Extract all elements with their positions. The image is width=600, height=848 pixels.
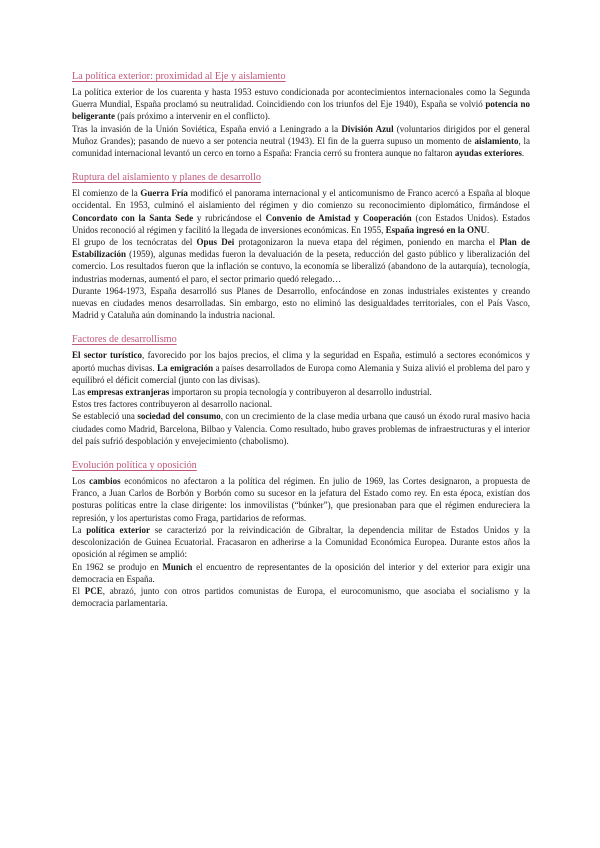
text-run: .	[487, 224, 490, 235]
bold-term: Convenio de Amistad y Cooperación	[265, 212, 412, 223]
text-run: Estos tres factores contribuyeron al desarrollo nacional.	[72, 399, 273, 410]
text-run: Tras la invasión de la Unión Soviética, España envió a Leningrado a la	[72, 123, 342, 134]
bold-term: cambios	[89, 476, 121, 487]
document-page	[72, 70, 530, 621]
text-run: , abrazó, junto con otros partidos comunistas de Europa, el eurocomunismo, que asociaba el socialismo y la democracia parlamentaria.	[72, 585, 531, 609]
text-run: El	[72, 585, 85, 596]
bold-term: PCE	[84, 585, 103, 596]
paragraph	[72, 561, 530, 585]
text-run: La	[72, 524, 87, 535]
section-heading: La política exterior: proximidad al Eje y aislamiento	[72, 71, 286, 82]
section-heading: Ruptura del aislamiento y planes de desarrollo	[72, 172, 261, 184]
bold-term: Opus Dei	[196, 237, 235, 248]
text-run: El comienzo de la	[72, 188, 141, 199]
paragraph	[72, 524, 530, 561]
paragraph	[72, 187, 530, 236]
bold-term: España ingresó en la ONU	[385, 224, 488, 235]
text-run: .	[521, 148, 525, 159]
bold-term: Plan de Estabilización	[72, 237, 530, 260]
text-run: , con un crecimiento de la clase media urbana que causó un éxodo rural masivo hacia ciudades como Madrid, Barcelona, Bilbao y Valencia. Como resultado, hubo graves problemas de infraestructuras y el interior del país sufrió despoblación y envejecimiento (chabolismo).	[72, 411, 530, 446]
bold-term: política exterior	[86, 524, 150, 535]
bold-term: ayudas exteriores	[454, 148, 522, 159]
text-run: a países desarrollados de Europa como Alemania y Suiza alivió el problema del paro y equilibró el déficit comercial (junto con las divisas).	[72, 362, 530, 385]
paragraph	[72, 285, 530, 322]
bold-term: potencia no beligerante	[72, 99, 530, 122]
text-run: La política exterior de los cuarenta y hasta 1953 estuvo condicionada por acontecimientos internacionales como la Segunda Guerra Mundial, España proclamó su neutralidad. Coincidiendo con los triunfos del Eje 1940), España se volvió	[72, 87, 530, 110]
paragraph	[72, 386, 530, 398]
paragraph	[72, 410, 530, 447]
bold-term: La emigración	[157, 362, 214, 373]
text-run: (con Estados Unidos). Estados Unidos reconoció al régimen y facilitó la llegada de inversiones económicas. En 1955,	[72, 212, 530, 235]
bold-term: Concordato con la Santa Sede	[72, 212, 194, 223]
bold-term: Guerra Fría	[140, 188, 188, 199]
text-run: modificó el panorama internacional y el anticomunismo de Franco acercó a España al bloque occidental. En 1953, culminó el aislamiento del régimen y dio comienzo su reconocimiento diplomático, firmándose el	[72, 188, 530, 211]
section-3	[72, 333, 530, 447]
text-run: En 1962 se produjo en	[72, 561, 163, 572]
text-run: , la comunidad internacional levantó un cerco en torno a España: Francia cerró su frontera aunque no faltaron	[72, 135, 530, 159]
text-run: Las	[72, 387, 88, 398]
paragraph	[72, 123, 530, 160]
paragraph	[72, 349, 530, 386]
bold-term: sociedad del consumo	[137, 411, 221, 422]
text-run: Los	[72, 476, 90, 487]
text-run: (voluntarios dirigidos por el general Muñoz Grandes); pasando de nuevo a ser potencia neutral (1943). El fin de la guerra supuso un momento de	[72, 123, 531, 146]
bold-term: empresas extranjeras	[87, 387, 170, 398]
text-run: (país próximo a intervenir en el conflicto).	[115, 111, 270, 122]
text-run: importaron su propia tecnología y contribuyeron al desarrollo industrial.	[169, 387, 432, 398]
paragraph	[72, 585, 530, 609]
bold-term: El sector turístico	[72, 350, 143, 361]
bold-term: Munich	[162, 561, 193, 572]
section-2	[72, 171, 530, 321]
section-heading: Evolución política y oposición	[72, 460, 197, 472]
bold-term: aislamiento	[474, 135, 519, 146]
section-1	[72, 70, 530, 159]
text-run: económicos no afectaron a la política del régimen. En julio de 1969, las Cortes designaron, a propuesta de Franco, a Juan Carlos de Borbón y Borbón como su sucesor en la jefatura del Estado como rey. En esta época, existían dos posturas políticas entre la clase dirigente: los inmovilistas (“búnker”), que presionaban para que el régimen endureciera la represión, y los aperturistas como Fraga, partidarios de reformas.	[72, 476, 530, 523]
text-run: protagonizaron la nueva etapa del régimen, poniendo en marcha el	[234, 237, 500, 248]
bold-term: División Azul	[341, 123, 394, 134]
text-run: y rubricándose el	[193, 212, 266, 223]
text-run: (1959), algunas medidas fueron la devaluación de la peseta, reducción del gasto público y liberalización del comercio. Los resultados fueron que la inflación se contuvo, la economía se liberalizó (abandono de la autarquía), tecnología, industrias modernas, aumentó el paro, el sector primario quedó relegado…	[72, 249, 530, 284]
paragraph	[72, 398, 530, 410]
text-run: Se estableció una	[72, 411, 138, 422]
paragraph	[72, 86, 530, 123]
text-run: , favorecido por los bajos precios, el clima y la seguridad en España, estimuló a sectores económicos y aportó muchas divisas.	[72, 350, 530, 373]
text-run: El grupo de los tecnócratas del	[72, 237, 197, 248]
section-heading: Factores de desarrollismo	[72, 334, 177, 346]
text-run: el encuentro de representantes de la oposición del interior y del exterior para exigir una democracia en España.	[72, 561, 530, 584]
paragraph	[72, 475, 530, 524]
text-run: Durante 1964-1973, España desarrolló sus Planes de Desarrollo, enfocándose en zonas industriales existentes y creando nuevas en ciudades menos desarrolladas. Sin embargo, esto no eliminó las desigualdades territoriales, con el País Vasco, Madrid y Cataluña aún dominando la industria nacional.	[72, 285, 530, 321]
text-run: se caracterizó por la reivindicación de Gibraltar, la dependencia militar de Estados Unidos y la descolonización de Guinea Ecuatorial. Fracasaron en adherirse a la Comunidad Económica Europea. Durante estos años la oposición al régimen se amplió:	[72, 524, 530, 560]
section-4	[72, 459, 530, 609]
paragraph	[72, 236, 530, 285]
